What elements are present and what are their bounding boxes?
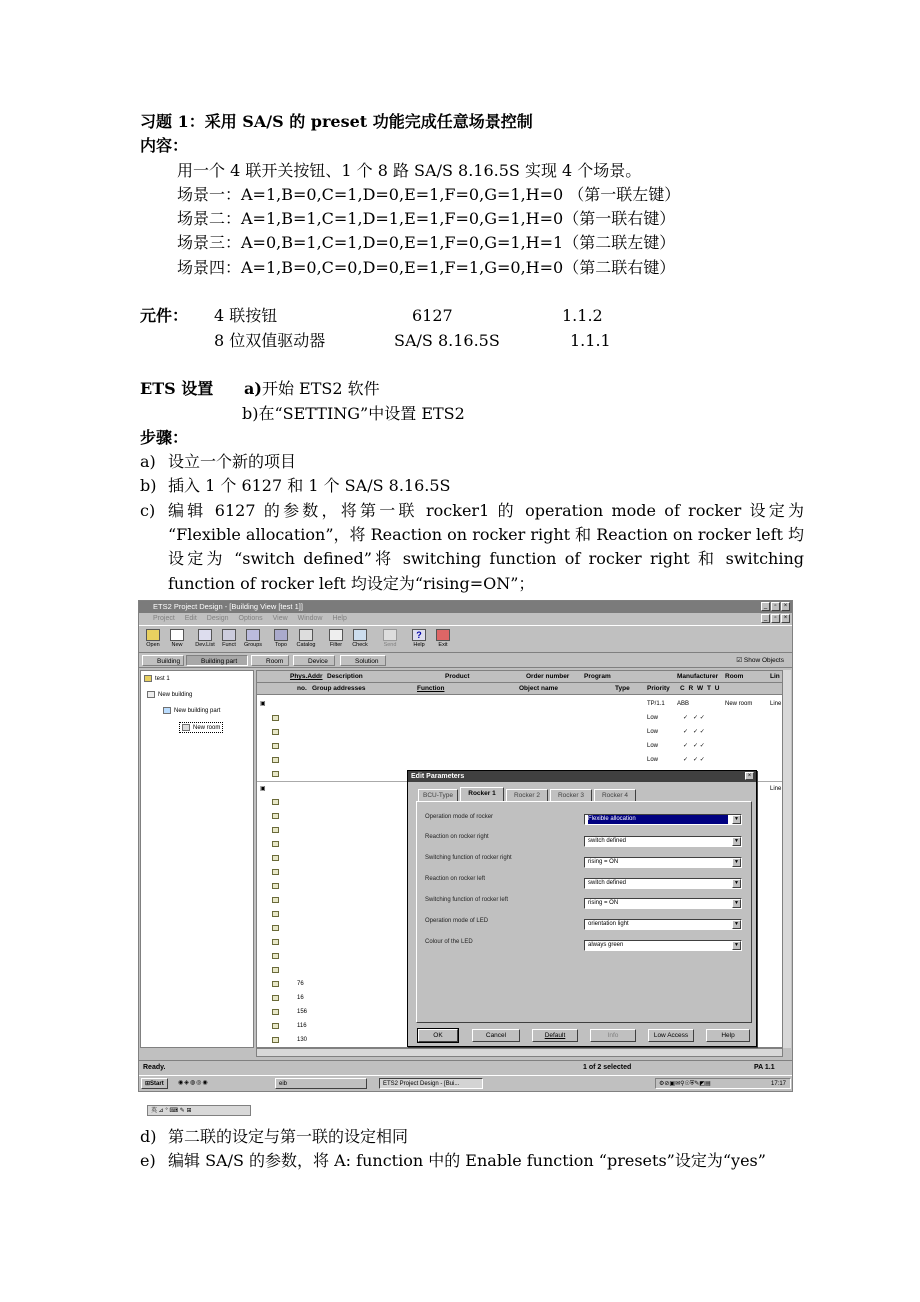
- object-number: 16: [297, 995, 304, 1001]
- step-item-c: [140, 499, 805, 596]
- groups-button[interactable]: Groups: [242, 628, 264, 652]
- topo-button[interactable]: Topo: [270, 628, 292, 652]
- component-row-2: [140, 329, 782, 353]
- document-continuation: [140, 1125, 782, 1174]
- view-bar: [139, 654, 792, 668]
- horizontal-scrollbar[interactable]: [256, 1048, 783, 1057]
- info-button[interactable]: Info: [590, 1029, 636, 1042]
- col-room[interactable]: Room: [725, 673, 744, 680]
- col-group-addresses[interactable]: Group addresses: [312, 685, 366, 692]
- grid-header-1: [257, 671, 784, 683]
- ets-a-text: 开始 ETS2 软件: [261, 379, 380, 399]
- menu-help[interactable]: Help: [332, 615, 347, 622]
- window-title: ETS2 Project Design - [Building View [test 1]]: [153, 602, 303, 611]
- tab-rocker-3[interactable]: Rocker 3: [550, 789, 592, 801]
- mdi-close-button[interactable]: ×: [781, 614, 790, 623]
- step-marker: d): [140, 1127, 157, 1146]
- scene-3: 场景三：A=0,B=1,C=1,D=0,E=1,F=0,G=1,H=1（第二联左键）: [177, 233, 676, 253]
- menu-bar: [139, 613, 792, 624]
- step-marker: a): [140, 452, 156, 472]
- close-button[interactable]: ×: [781, 602, 790, 611]
- flags-checks: ✓ ✓ ✓: [683, 715, 705, 721]
- view-solution-button[interactable]: Solution: [340, 655, 386, 666]
- step-text: 插入 1 个 6127 和 1 个 SA/S 8.16.5S: [168, 476, 451, 496]
- led-colour-select[interactable]: always green ▼: [584, 940, 742, 951]
- tree-node[interactable]: New building part: [163, 707, 220, 714]
- content-intro: 用一个 4 联开关按钮、1 个 8 路 SA/S 8.16.5S 实现 4 个场景。: [177, 160, 642, 180]
- tree-node[interactable]: New building: [147, 691, 192, 698]
- catalog-icon: [299, 629, 313, 641]
- dialog-help-button[interactable]: Help: [706, 1029, 750, 1042]
- folder-icon: [144, 675, 152, 682]
- device-room: New room: [725, 701, 753, 707]
- device-row[interactable]: [257, 697, 784, 711]
- function-icon: [222, 629, 236, 641]
- tab-rocker-4[interactable]: Rocker 4: [594, 789, 636, 801]
- topology-icon: [274, 629, 288, 641]
- param-label: Reaction on rocker left: [425, 876, 486, 882]
- ets2-screenshot: [138, 600, 793, 1114]
- col-description[interactable]: Description: [327, 673, 363, 680]
- led-mode-select[interactable]: orientation light ▼: [584, 919, 742, 930]
- ets-setting-b: b)在“SETTING”中设置 ETS2: [242, 403, 465, 423]
- object-grid: [256, 670, 783, 1048]
- grid-header-2: [257, 683, 784, 695]
- components-label: 元件：: [140, 306, 189, 326]
- object-icon: [272, 771, 279, 777]
- step-marker: c): [140, 500, 156, 520]
- device-line: Line: [770, 786, 782, 792]
- reaction-left-select[interactable]: switch defined ▼: [584, 878, 742, 889]
- col-order-number[interactable]: Order number: [526, 673, 570, 680]
- tree-node-selected[interactable]: New room: [179, 722, 223, 733]
- rocker-1-panel: [416, 801, 752, 1023]
- step-c-line: “Flexible allocation”，将 Reaction on rocker right 和 Reaction on rocker left 均: [168, 525, 805, 545]
- col-no[interactable]: no.: [297, 685, 307, 692]
- system-tray: [655, 1078, 791, 1089]
- ets-setting-a: [140, 377, 782, 401]
- view-room-button[interactable]: Room: [251, 655, 289, 666]
- param-label: Colour of the LED: [425, 939, 473, 945]
- tab-rocker-1[interactable]: Rocker 1: [460, 787, 504, 801]
- chevron-down-icon: ▼: [732, 837, 741, 846]
- component-name: 4 联按钮: [214, 306, 278, 326]
- quick-launch-icons[interactable]: ◉◈◍◎◉: [178, 1080, 209, 1086]
- scene-2: 场景二：A=1,B=1,C=1,D=1,E=1,F=0,G=1,H=0（第一联右键）: [177, 209, 676, 229]
- col-line[interactable]: Lin: [770, 673, 780, 680]
- ets-a-mark: a): [244, 379, 262, 399]
- param-label: Switching function of rocker right: [425, 855, 512, 861]
- operation-mode-select[interactable]: Flexible allocation ▼: [584, 814, 742, 825]
- show-objects-checkbox[interactable]: ☑ Show Objects: [736, 657, 784, 664]
- object-number: 130: [297, 1037, 308, 1043]
- object-icon: [272, 715, 279, 721]
- new-button[interactable]: New: [166, 628, 188, 652]
- step-text: 设立一个新的项目: [168, 452, 297, 472]
- chevron-down-icon: ▼: [732, 899, 741, 908]
- window-titlebar: [139, 601, 792, 613]
- step-marker: e): [140, 1151, 156, 1171]
- start-button[interactable]: ⊞Start: [141, 1078, 168, 1089]
- component-address: 1.1.1: [570, 330, 611, 350]
- object-icon: [272, 841, 279, 847]
- table-row[interactable]: Low ✓ ✓ ✓: [257, 739, 784, 753]
- dialog-title: Edit Parameters: [408, 771, 756, 782]
- tray-icons[interactable]: ⚙⊘▣✉⚲☉⛨✎◩▤: [659, 1081, 711, 1087]
- exit-icon: [436, 629, 450, 641]
- magnifier-icon: [353, 629, 367, 641]
- col-priority[interactable]: Priority: [647, 685, 670, 692]
- device-list-icon: [198, 629, 212, 641]
- object-number: 76: [297, 981, 304, 987]
- document-body: [140, 110, 805, 596]
- param-label: Operation mode of LED: [425, 918, 489, 924]
- room-icon: [182, 724, 190, 731]
- object-icon: [272, 883, 279, 889]
- reaction-right-select[interactable]: switch defined ▼: [584, 836, 742, 847]
- menu-design[interactable]: Design: [206, 615, 229, 622]
- component-type: 6127: [412, 306, 453, 326]
- building-icon: [147, 691, 155, 698]
- cancel-button[interactable]: Cancel: [472, 1029, 520, 1042]
- main-toolbar: [139, 625, 792, 653]
- table-row[interactable]: Low ✓ ✓ ✓: [257, 753, 784, 767]
- object-icon: [272, 743, 279, 749]
- dialog-close-button[interactable]: ×: [745, 772, 754, 780]
- scene-4: 场景四：A=1,B=0,C=0,D=0,E=1,F=1,G=0,H=0（第二联右键）: [177, 257, 676, 277]
- filter-button[interactable]: Filter: [325, 628, 347, 652]
- object-icon: [272, 967, 279, 973]
- view-device-button[interactable]: Device: [293, 655, 335, 666]
- filter-icon: [329, 629, 343, 641]
- object-icon: [272, 1023, 279, 1029]
- menu-project[interactable]: Project: [153, 615, 175, 622]
- tree-node[interactable]: test 1: [144, 675, 170, 682]
- view-building-button[interactable]: Building: [142, 655, 184, 666]
- chevron-down-icon: ▼: [732, 858, 741, 867]
- param-label: Switching function of rocker left: [425, 897, 509, 903]
- ets-label: ETS 设置: [140, 379, 214, 399]
- chevron-down-icon: ▼: [732, 879, 741, 888]
- device-icon: ▣: [260, 701, 266, 707]
- clock: 17:17: [770, 1081, 786, 1087]
- param-label: Operation mode of rocker: [425, 814, 494, 820]
- step-c-line: 设定为 “switch defined”将 switching function of rocker right 和 switching: [168, 549, 805, 569]
- building-part-icon: [163, 707, 171, 714]
- restore-button[interactable]: ▫: [771, 602, 780, 611]
- menu-view[interactable]: View: [272, 615, 288, 622]
- funct-button[interactable]: Funct: [218, 628, 240, 652]
- col-program[interactable]: Program: [584, 673, 611, 680]
- col-object-name[interactable]: Object name: [519, 685, 559, 692]
- component-type: SA/S 8.16.5S: [394, 330, 500, 350]
- step-item: [140, 450, 782, 474]
- col-phys-addr[interactable]: Phys.Addr: [290, 673, 323, 680]
- help-icon: ?: [412, 629, 426, 641]
- object-icon: [272, 827, 279, 833]
- step-item: [140, 474, 782, 498]
- default-button[interactable]: Default: [532, 1029, 578, 1042]
- windows-logo-icon: ⊞: [145, 1081, 151, 1087]
- view-building-part-button[interactable]: Building part: [186, 655, 248, 666]
- status-pa: PA 1.1: [754, 1064, 775, 1071]
- flags-checks: ✓ ✓ ✓: [683, 743, 705, 749]
- send-button[interactable]: Send: [379, 628, 401, 652]
- status-ready: Ready.: [143, 1064, 166, 1071]
- device-icon: ▣: [260, 786, 266, 792]
- taskbar-ets2[interactable]: ETS2 Project Design - [Bui...: [379, 1078, 483, 1089]
- flags-checks: ✓ ✓ ✓: [683, 757, 705, 763]
- col-type[interactable]: Type: [615, 685, 630, 692]
- menu-window[interactable]: Window: [297, 615, 323, 622]
- exit-button[interactable]: Exit: [432, 628, 454, 652]
- ime-toolbar[interactable]: 英 ⊿ ° ⌨ ✎ ⊞: [147, 1105, 251, 1116]
- component-name: 8 位双值驱动器: [214, 330, 326, 350]
- table-row[interactable]: Low ✓ ✓ ✓: [257, 725, 784, 739]
- scene-1: 场景一：A=1,B=0,C=1,D=0,E=1,F=0,G=1,H=0 （第一联左键）: [177, 184, 681, 204]
- windows-taskbar: [139, 1075, 792, 1091]
- edit-parameters-dialog: [407, 770, 757, 1047]
- object-number: 116: [297, 1023, 307, 1029]
- object-icon: [272, 953, 279, 959]
- object-icon: [272, 981, 279, 987]
- folder-icon: [146, 629, 160, 641]
- object-icon: [272, 869, 279, 875]
- object-icon: [272, 995, 279, 1001]
- step-c-line: function of rocker left 均设定为“rising=ON”；: [168, 573, 535, 593]
- device-phys-addr: TP/1.1: [647, 701, 665, 707]
- taskbar-eib[interactable]: eib: [275, 1078, 367, 1089]
- open-button[interactable]: Open: [142, 628, 164, 652]
- chevron-down-icon: ▼: [732, 815, 741, 824]
- col-flags[interactable]: C R W T U: [680, 685, 720, 692]
- object-icon: [272, 813, 279, 819]
- object-icon: [272, 939, 279, 945]
- device-line: Line: [770, 701, 782, 707]
- device-manufacturer: ABB: [677, 701, 690, 707]
- vertical-scrollbar[interactable]: [782, 670, 791, 1048]
- object-icon: [272, 799, 279, 805]
- catalog-button[interactable]: Catalog: [295, 628, 317, 652]
- exercise-title: 习题 1：采用 SA/S 的 preset 功能完成任意场景控制: [140, 112, 533, 131]
- table-row[interactable]: Low ✓ ✓ ✓: [257, 711, 784, 725]
- object-icon: [272, 729, 279, 735]
- dev-list-button[interactable]: Dev.List: [194, 628, 216, 652]
- flags-checks: ✓ ✓ ✓: [683, 729, 705, 735]
- tab-rocker-2[interactable]: Rocker 2: [506, 789, 548, 801]
- status-bar: [139, 1060, 792, 1073]
- col-product[interactable]: Product: [445, 673, 470, 680]
- step-marker: b): [140, 476, 157, 496]
- step-text: 编辑 SA/S 的参数，将 A: function 中的 Enable function “presets”设定为“yes”: [168, 1151, 766, 1171]
- menu-edit[interactable]: Edit: [184, 615, 197, 622]
- object-icon: [272, 757, 279, 763]
- object-icon: [272, 1009, 279, 1015]
- tab-bcu-type[interactable]: BCU-Type: [418, 789, 458, 801]
- switching-left-select[interactable]: rising = ON ▼: [584, 898, 742, 909]
- low-access-button[interactable]: Low Access: [648, 1029, 694, 1042]
- object-number: 156: [297, 1009, 308, 1015]
- object-icon: [272, 855, 279, 861]
- chevron-down-icon: ▼: [732, 941, 741, 950]
- object-icon: [272, 911, 279, 917]
- step-item: [140, 1125, 782, 1149]
- send-icon: [383, 629, 397, 641]
- groups-icon: [246, 629, 260, 641]
- status-selection: 1 of 2 selected: [583, 1064, 632, 1071]
- col-function[interactable]: Function: [417, 685, 445, 692]
- menu-options[interactable]: Options: [238, 615, 263, 622]
- mdi-restore-button[interactable]: ▫: [771, 614, 780, 623]
- step-item: [140, 1149, 782, 1173]
- col-manufacturer[interactable]: Manufacturer: [677, 673, 719, 680]
- content-label: 内容：: [140, 136, 189, 156]
- object-icon: [272, 925, 279, 931]
- param-label: Reaction on rocker right: [425, 834, 489, 840]
- minimize-button[interactable]: _: [761, 602, 770, 611]
- steps-label: 步骤：: [140, 427, 189, 447]
- component-address: 1.1.2: [562, 306, 603, 326]
- check-button[interactable]: Check: [349, 628, 371, 652]
- object-icon: [272, 1037, 279, 1043]
- component-row-1: [140, 304, 782, 328]
- step-c-line: 编辑 6127 的参数，将第一联 rocker1 的 operation mode of rocker 设定为: [168, 500, 805, 520]
- chevron-down-icon: ▼: [732, 920, 741, 929]
- mdi-minimize-button[interactable]: _: [761, 614, 770, 623]
- help-button[interactable]: ? Help: [413, 630, 425, 648]
- object-icon: [272, 897, 279, 903]
- new-file-icon: [170, 629, 184, 641]
- switching-right-select[interactable]: rising = ON ▼: [584, 857, 742, 868]
- ok-button[interactable]: OK: [418, 1029, 458, 1042]
- step-text: 第二联的设定与第一联的设定相同: [168, 1127, 409, 1146]
